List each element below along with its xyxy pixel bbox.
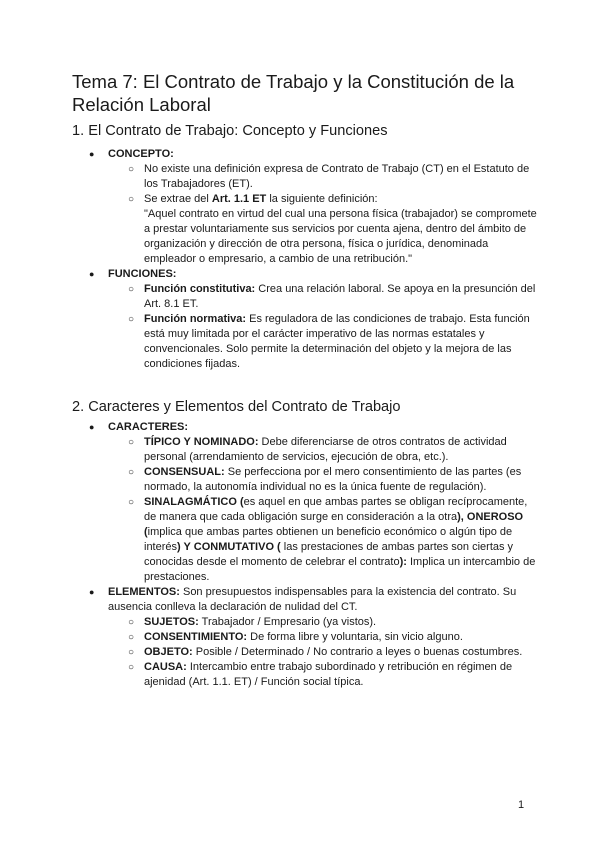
elemento-consentimiento [128,630,542,645]
oneroso-label: ), ONEROSO ( [144,511,524,538]
caracteres-item [72,420,542,585]
circle-bullet-icon: ○ [128,632,135,643]
funcion-constitutiva-text: Crea una relación laboral. Se apoya en la presunción del Art. 8.1 ET. [144,283,536,310]
elementos-item [72,585,542,690]
elementos-text: Son presupuestos indispensables para la existencia del contrato. Su ausencia conlleva la declaración de nulidad del CT. [108,586,517,613]
caracteres-sublist [128,435,542,585]
concepto-label: CONCEPTO: [108,148,174,160]
conmutativo-label: ) Y CONMUTATIVO ( [177,541,281,553]
concepto-point-1-text: No existe una definición expresa de Contrato de Trabajo (CT) en el Estatuto de los Trabajadores (ET). [144,163,530,190]
concepto-sublist [128,162,542,267]
bullet-icon: ● [89,422,95,432]
funciones-sublist [128,282,542,372]
intercambio-text: Implica un intercambio de prestaciones. [144,556,536,583]
article-reference: Art. 1.1 ET [211,193,267,205]
caracter-consensual-text: Se perfecciona por el mero consentimiento de las partes (es normado, la autonomía individual no es la única fuente de regulación). [144,466,522,493]
caracter-consensual-label: CONSENSUAL: [144,466,225,478]
conmutativo-text: las prestaciones de ambas partes son ciertas y conocidas desde el momento de celebrar el contrato [144,541,514,568]
funcion-constitutiva [128,282,542,312]
concepto-point-1 [128,162,542,192]
funciones-item [72,267,542,372]
oneroso-text: implica que ambas partes obtienen un beneficio económico o algún tipo de interés [144,526,513,553]
sinalagmatico-label: SINALAGMÁTICO ( [144,496,244,508]
circle-bullet-icon: ○ [128,314,135,325]
elementos-sublist [128,615,542,690]
conmutativo-close: ): [399,556,407,568]
document-title: Tema 7: El Contrato de Trabajo y la Constitución de la Relación Laboral [72,71,515,115]
circle-bullet-icon: ○ [128,437,135,448]
bullet-icon: ● [89,587,95,597]
sinalagmatico-text: es aquel en que ambas partes se obligan recíprocamente, de manera que cada obligación surge en consideración a la otra [144,496,528,523]
concepto-point-2-post: la siguiente definición: [266,193,378,205]
caracteres-label: CARACTERES: [108,421,189,433]
elemento-objeto [128,645,542,660]
bullet-icon: ● [89,149,95,159]
funciones-label: FUNCIONES: [108,268,177,280]
consentimiento-text: De forma libre y voluntaria, sin vicio alguno. [247,631,463,643]
circle-bullet-icon: ○ [128,467,135,478]
concepto-item [72,147,542,267]
funcion-constitutiva-label: Función constitutiva: [144,283,256,295]
circle-bullet-icon: ○ [128,647,135,658]
circle-bullet-icon: ○ [128,497,135,508]
objeto-text: Posible / Determinado / No contrario a leyes o buenas costumbres. [192,646,523,658]
consentimiento-label: CONSENTIMIENTO: [144,631,248,643]
page-number: 1 [518,799,525,811]
funcion-normativa [128,312,542,372]
circle-bullet-icon: ○ [128,662,135,673]
caracter-tipico-label: TÍPICO Y NOMINADO: [144,436,259,448]
caracter-consensual [128,465,542,495]
section-1-list [72,147,542,372]
funcion-normativa-text: Es reguladora de las condiciones de trabajo. Esta función está muy limitada por el carácter imperativo de las normas estatales y convencionales. Solo permite la determinación del objeto y la mejora de las condiciones fijadas. [144,313,530,370]
circle-bullet-icon: ○ [128,617,135,628]
sujetos-text: Trabajador / Empresario (ya vistos). [198,616,377,628]
circle-bullet-icon: ○ [128,194,135,205]
funcion-normativa-label: Función normativa: [144,313,247,325]
definition-quote: "Aquel contrato en virtud del cual una persona física (trabajador) se compromete a prestar voluntariamente sus servicios por cuenta ajena, dentro del ámbito de organización y dirección de otra persona, física o jurídica, denominada empleador o empresario, a cambio de una retribución." [144,208,537,265]
elemento-causa [128,660,542,690]
causa-text: Intercambio entre trabajo subordinado y retribución en régimen de ajenidad (Art. 1.1. ET) / Función social típica. [144,661,513,688]
caracter-tipico [128,435,542,465]
causa-label: CAUSA: [144,661,187,673]
caracter-sinalagmatico [128,495,542,585]
caracter-tipico-text: Debe diferenciarse de otros contratos de actividad personal (arrendamiento de servicios, ejecución de obra, etc.). [144,436,507,463]
concepto-point-2-pre: Se extrae del [144,193,212,205]
section-2-list [72,420,542,690]
sujetos-label: SUJETOS: [144,616,199,628]
circle-bullet-icon: ○ [128,284,135,295]
elemento-sujetos [128,615,542,630]
section-1-heading: 1. El Contrato de Trabajo: Concepto y Funciones [72,123,388,139]
circle-bullet-icon: ○ [128,164,135,175]
section-2-heading: 2. Caracteres y Elementos del Contrato de Trabajo [72,399,401,415]
objeto-label: OBJETO: [144,646,193,658]
concepto-point-2 [128,192,542,267]
bullet-icon: ● [89,269,95,279]
elementos-label: ELEMENTOS: [108,586,180,598]
